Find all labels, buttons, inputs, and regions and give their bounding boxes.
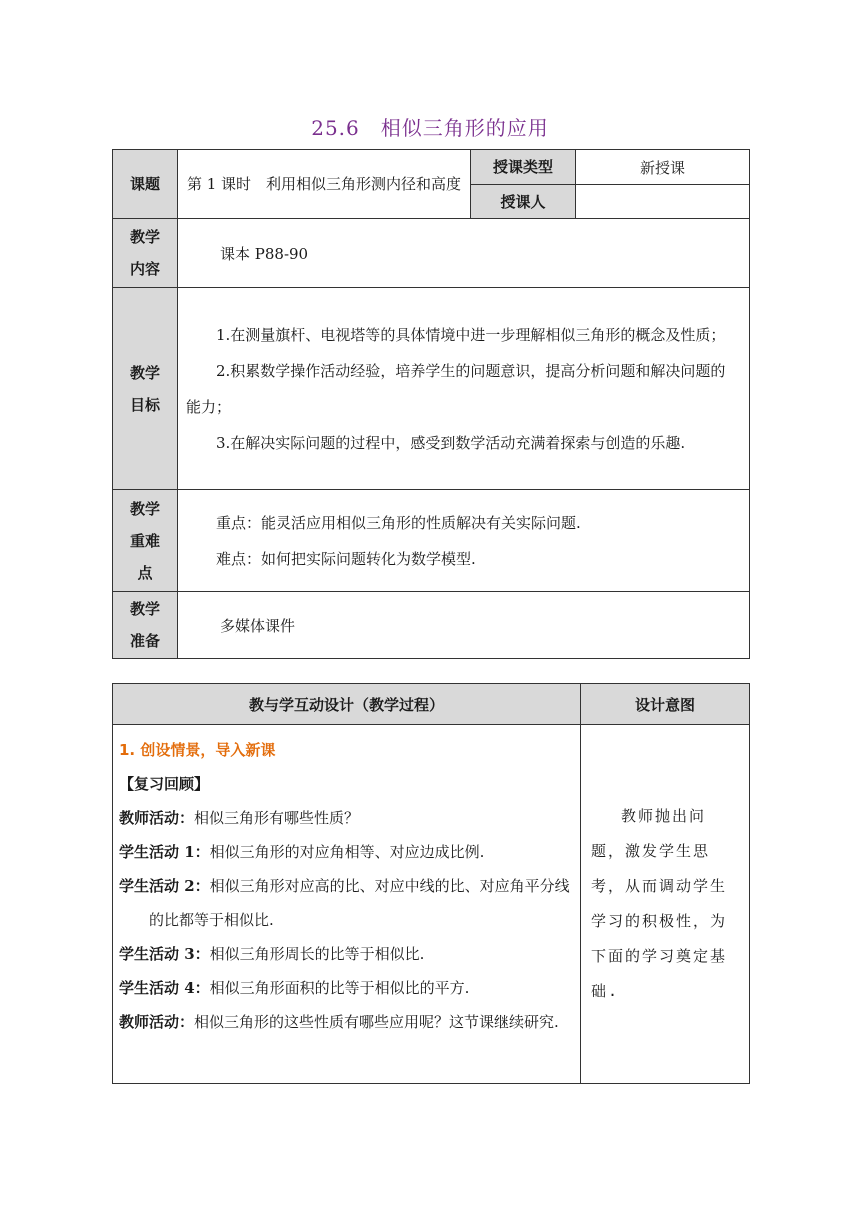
prep-label: 教学准备 [113, 592, 178, 659]
intent-text: 教师抛出问题，激发学生思考，从而调动学生学习的积极性，为下面的学习奠定基础. [591, 807, 728, 1000]
key-point: 重点：能灵活应用相似三角形的性质解决有关实际问题. [216, 513, 581, 532]
prep-value: 多媒体课件 [178, 592, 750, 659]
topic-value: 第 1 课时 利用相似三角形测内径和高度 [178, 150, 471, 219]
activity-item: 学生活动 1：相似三角形的对应角相等、对应边成比例. [119, 843, 485, 861]
keypoints-cell [178, 490, 750, 592]
keypoints-label: 教学重难点 [113, 490, 178, 592]
intent-header: 设计意图 [581, 684, 750, 725]
design-intent [581, 725, 750, 1084]
goals-label: 教学目标 [113, 288, 178, 490]
activity-item: 学生活动 2：相似三角形对应高的比、对应中线的比、对应角平分线的比都等于相似比. [119, 877, 570, 929]
lesson-info-table [112, 149, 750, 659]
type-label: 授课类型 [471, 150, 576, 185]
process-header: 教与学互动设计（教学过程） [113, 684, 581, 725]
page-title: 25.6 相似三角形的应用 [311, 116, 549, 140]
subsection-title: 【复习回顾】 [119, 775, 210, 793]
content-label: 教学内容 [113, 219, 178, 288]
content-value: 课本 P88-90 [178, 219, 750, 288]
teacher-label: 授课人 [471, 185, 576, 219]
goal-item: 1.在测量旗杆、电视塔等的具体情境中进一步理解相似三角形的概念及性质； [216, 325, 726, 344]
activity-item: 学生活动 3：相似三角形周长的比等于相似比. [119, 945, 425, 963]
type-value: 新授课 [576, 150, 750, 185]
difficult-point: 难点：如何把实际问题转化为数学模型. [216, 549, 476, 568]
process-table [112, 683, 750, 1084]
teacher-value [576, 185, 750, 219]
goals-cell [178, 288, 750, 490]
process-cell [113, 725, 581, 1084]
activity-item: 教师活动：相似三角形有哪些性质？ [119, 809, 360, 827]
topic-label: 课题 [113, 150, 178, 219]
activity-item: 学生活动 4：相似三角形面积的比等于相似比的平方. [119, 979, 470, 997]
section-title: 1. 创设情景，导入新课 [119, 741, 276, 759]
goal-item: 3.在解决实际问题的过程中，感受到数学活动充满着探索与创造的乐趣. [216, 433, 686, 452]
activity-item: 教师活动：相似三角形的这些性质有哪些应用呢？这节课继续研究. [119, 1013, 559, 1031]
goal-item: 2.积累数学操作活动经验，培养学生的问题意识，提高分析问题和解决问题的能力； [186, 361, 726, 416]
